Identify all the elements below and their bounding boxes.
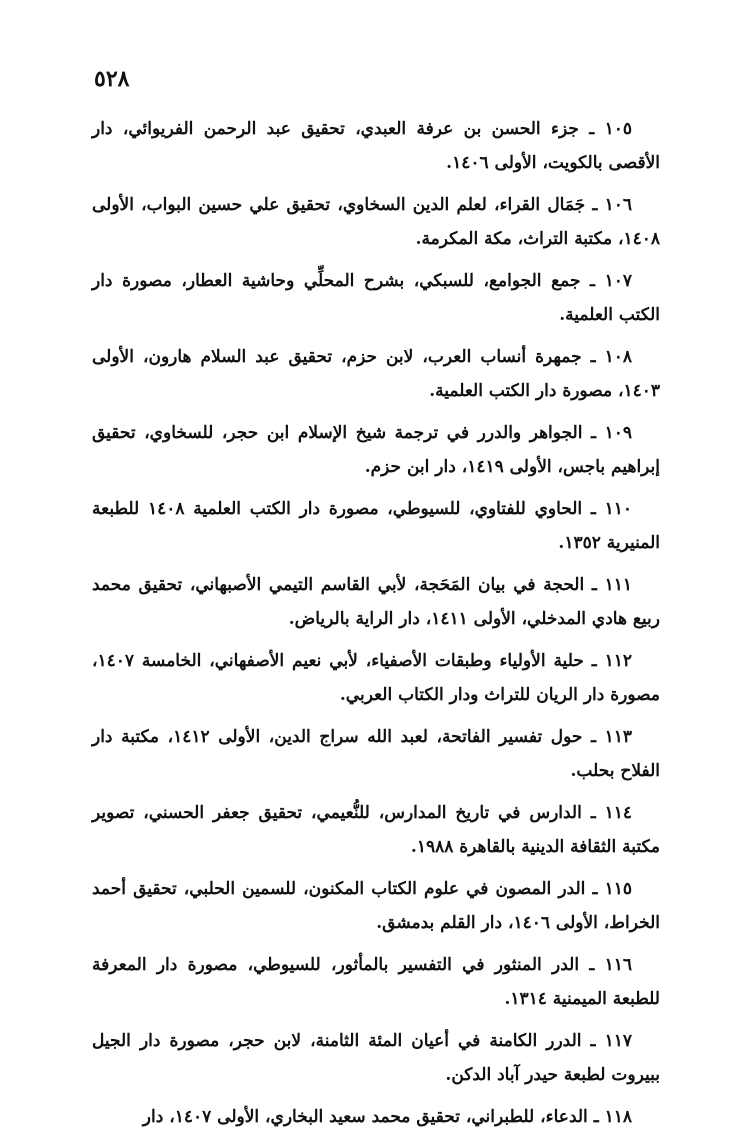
bibliography-entry: ١١٧ ـ الدرر الكامنة في أعيان المئة الثامنة، لابن حجر، مصورة دار الجيل ببيروت لطبعة حيدر آباد الدكن. (92, 1031, 660, 1085)
bibliography-entry: ١١٤ ـ الدارس في تاريخ المدارس، للنُّعيمي، تحقيق جعفر الحسني، تصوير مكتبة الثقافة الدينية بالقاهرة ١٩٨٨. (92, 803, 660, 857)
bibliography-entry: ١٠٦ ـ جَمَال القراء، لعلم الدين السخاوي، تحقيق علي حسين البواب، الأولى ١٤٠٨، مكتبة التراث، مكة المكرمة. (92, 195, 660, 249)
bibliography-entry: ١١٢ ـ حلية الأولياء وطبقات الأصفياء، لأبي نعيم الأصفهاني، الخامسة ١٤٠٧، مصورة دار الريان للتراث ودار الكتاب العربي. (92, 651, 660, 705)
bibliography-list (92, 112, 660, 1142)
bibliography-entry: ١١٣ ـ حول تفسير الفاتحة، لعبد الله سراج الدين، الأولى ١٤١٢، مكتبة دار الفلاح بحلب. (92, 727, 660, 781)
bibliography-entry: ١٠٨ ـ جمهرة أنساب العرب، لابن حزم، تحقيق عبد السلام هارون، الأولى ١٤٠٣، مصورة دار الكتب العلمية. (92, 347, 660, 401)
bibliography-entry: ١٠٩ ـ الجواهر والدرر في ترجمة شيخ الإسلام ابن حجر، للسخاوي، تحقيق إبراهيم باجس، الأولى ١٤١٩، دار ابن حزم. (92, 423, 660, 477)
bibliography-entry: ١٠٥ ـ جزء الحسن بن عرفة العبدي، تحقيق عبد الرحمن الفريوائي، دار الأقصى بالكويت، الأولى ١٤٠٦. (92, 119, 660, 173)
bibliography-entry: ١١٥ ـ الدر المصون في علوم الكتاب المكنون، للسمين الحلبي، تحقيق أحمد الخراط، الأولى ١٤٠٦، دار القلم بدمشق. (92, 879, 660, 933)
page-number: ٥٢٨ (94, 66, 130, 92)
bibliography-entry: ١١١ ـ الحجة في بيان المَحَجة، لأبي القاسم التيمي الأصبهاني، تحقيق محمد ربيع هادي المدخلي، الأولى ١٤١١، دار الراية بالرياض. (92, 575, 660, 629)
bibliography-entry: ١١٨ ـ الدعاء، للطبراني، تحقيق محمد سعيد البخاري، الأولى ١٤٠٧، دار (142, 1107, 632, 1127)
bibliography-entry: ١٠٧ ـ جمع الجوامع، للسبكي، بشرح المحلِّي وحاشية العطار، مصورة دار الكتب العلمية. (92, 271, 660, 325)
bibliography-entry: ١١٦ ـ الدر المنثور في التفسير بالمأثور، للسيوطي، مصورة دار المعرفة للطبعة الميمنية ١٣١٤. (92, 955, 660, 1009)
bibliography-entry: ١١٠ ـ الحاوي للفتاوي، للسيوطي، مصورة دار الكتب العلمية ١٤٠٨ للطبعة المنيرية ١٣٥٢. (92, 499, 660, 553)
